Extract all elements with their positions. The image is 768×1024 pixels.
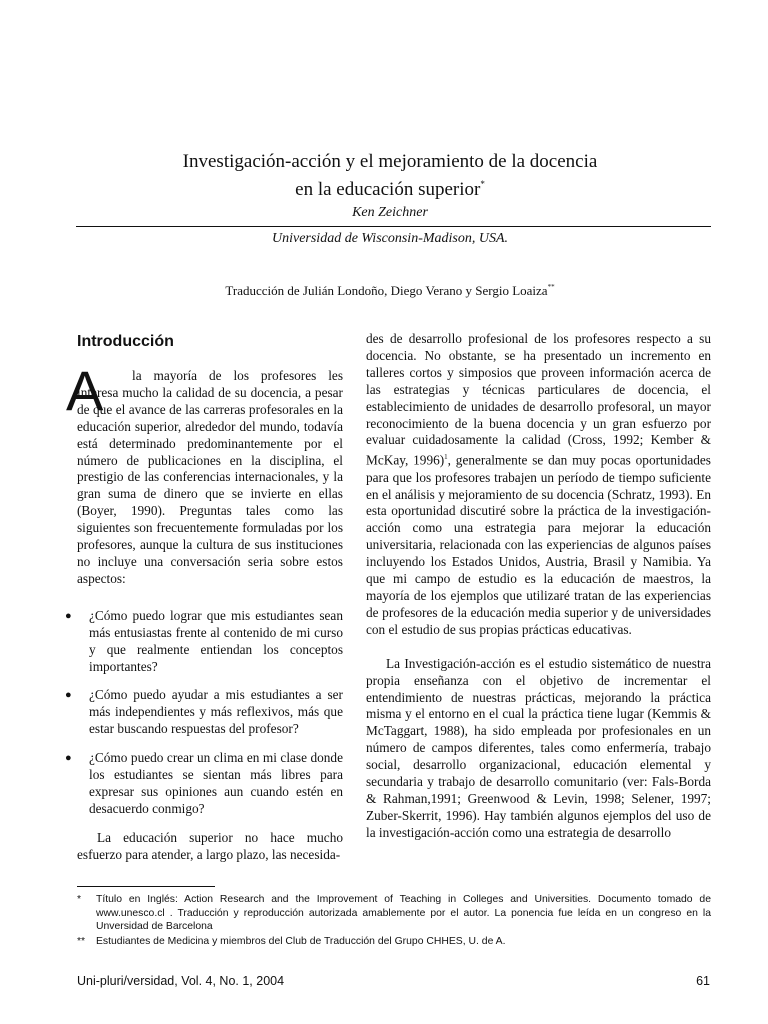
- footnote-mark: **: [77, 936, 86, 947]
- question-list: [77, 608, 343, 818]
- right-column: [366, 331, 711, 842]
- paragraph-continued: La educación superior no hace mucho esfuerzo para atender, a largo plazo, las necesida-: [77, 829, 343, 862]
- paragraph-text: , generalmente se dan muy pocas oportunidades para que los profesores trabajen un período de tiempo suficiente en el análisis y mejoramiento de su docencia (Schratz, 1993). En esta oportunidad discutiré sobre la práctica de la investigación-acción como una estrategia para mejorar la educación universitaria, relacionada con las experiencias de algunos países incluyendo los Estados Unidos, Austria, Brasil y Namibia. Ya que mi campo de estudio es la educación de maestros, la mayoría de los ejemplos que utilizaré tratan de las experiencias de profesores de la educación media superior y de universidades con el estudio de sus propias prácticas educativas.: [366, 452, 711, 637]
- page-number: 61: [696, 974, 710, 988]
- translation-text: Traducción de Julián Londoño, Diego Verano y Sergio Loaiza: [225, 283, 548, 298]
- question-item: ● ¿Cómo puedo crear un clima en mi clase donde los estudiantes se sientan más libres para expresar sus opiniones aun cuando estén en desacuerdo conmigo?: [77, 750, 343, 818]
- title-footnote-mark: *: [480, 179, 485, 189]
- drop-cap: A: [66, 359, 104, 422]
- title-line-2: en la educación superior: [295, 179, 481, 200]
- footnote: [77, 893, 711, 934]
- translation-credit: [60, 283, 720, 299]
- title-divider: [76, 226, 711, 227]
- section-heading: Introducción: [77, 333, 174, 350]
- author-affiliation: Universidad de Wisconsin-Madison, USA.: [271, 231, 509, 246]
- question-item: ● ¿Cómo puedo ayudar a mis estudiantes a ser más independientes y más reflexivos, más que estar buscando respuestas del profesor?: [77, 687, 343, 738]
- footnote-text: Título en Inglés: Action Research and the Improvement of Teaching in Colleges and Universities. Documento tomado de www.unesco.cl . Traducción y reproducción autorizada amablemente por el autor. La ponencia fue leída en un congreso en la Unversidad de Barcelona: [96, 894, 711, 932]
- footnote-divider: [77, 886, 215, 887]
- article-title: [60, 150, 720, 201]
- intro-paragraph: la mayoría de los profesores les interesa mucho la calidad de su docencia, a pesar de que el avance de las carreras profesorales en la educación superior, alrededor del mundo, todavía está determinado predominantemente por el número de publicaciones en la disciplina, el prestigio de las conferencias internacionales, y la gran suma de dinero que se invierte en ellas (Boyer, 1990). Preguntas tales como las siguientes son frecuentemente formuladas por los profesores, aunque la cultura de sus instituciones no incluye una conversación seria sobre estos aspectos:: [77, 368, 343, 586]
- title-line-1: Investigación-acción y el mejoramiento de la docencia: [182, 151, 598, 172]
- paragraph-text: des de desarrollo profesional de los profesores respecto a su docencia. No obstante, se ha presentado un incremento en talleres cortos y simposios que proveen información acerca de las estrategias y técnicas particulares de docencia, el establecimiento de unidades de desarrollo profesoral, un mayor reconocimiento de la buena docencia y un gran esfuerzo por evaluar cuidadosamente la calidad (Cross, 1992; Kember & McKay, 1996): [366, 331, 711, 468]
- journal-citation: Uni-pluri/versidad, Vol. 4, No. 1, 2004: [77, 974, 285, 988]
- question-item: ● ¿Cómo puedo lograr que mis estudiantes sean más entusiastas frente al contenido de mi curso y que realmente entiendan los conceptos importantes?: [77, 608, 343, 676]
- left-column: [77, 368, 343, 864]
- author-name: Ken Zeichner: [352, 205, 428, 220]
- right-paragraph-1: [366, 331, 711, 639]
- footnote-text: Estudiantes de Medicina y miembros del Club de Traducción del Grupo CHHES, U. de A.: [96, 936, 506, 947]
- footnote-ref: 1: [444, 453, 448, 462]
- right-paragraph-2: La Investigación-acción es el estudio sistemático de nuestra propia enseñanza con el objetivo de incrementar el entendimiento de nuestras prácticas, mejorando la práctica misma y el entorno en el cual la práctica tiene lugar (Kemmis & McTaggart, 1988), ha sido empleada por profesionales en un número de campos diferentes, tales como enfermería, trabajo social, desarrollo organizacional, educación elemental y secundaria y trabajo de desarrollo comunitario (ver: Fals-Borda & Rahman,1991; Greenwood & Levin, 1998; Selener, 1997; Zuber-Skerrit, 1996). Hay también algunos ejemplos del uso de la investigación-acción como una estrategia de desarrollo: [366, 655, 711, 840]
- footnote-mark: *: [77, 894, 82, 905]
- footnote: [77, 935, 711, 949]
- translation-footnote-mark: **: [547, 283, 555, 291]
